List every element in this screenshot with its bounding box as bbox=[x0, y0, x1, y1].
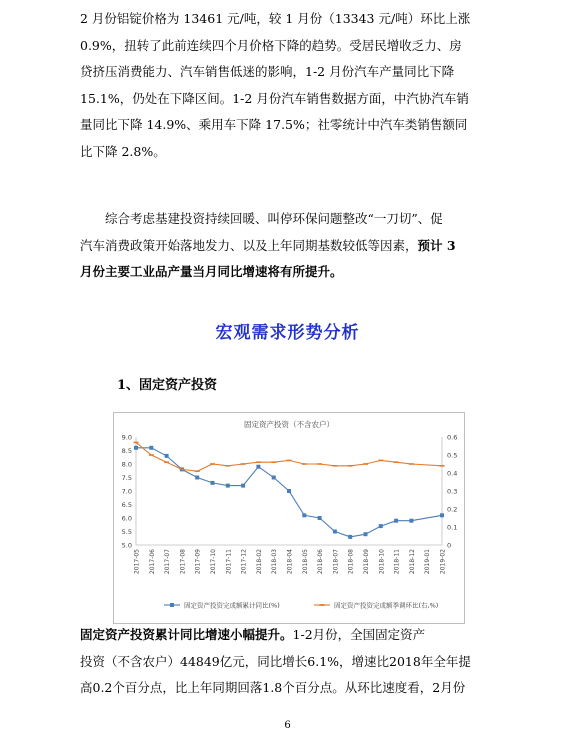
x-tick-label: 2017-10 bbox=[210, 549, 217, 575]
section-title: 宏观需求形势分析 bbox=[215, 323, 360, 343]
data-point bbox=[241, 484, 245, 488]
x-tick-label: 2018-10 bbox=[378, 549, 386, 575]
data-point bbox=[364, 532, 368, 536]
x-tick-label: 2019-01 bbox=[424, 549, 432, 575]
data-point bbox=[333, 530, 337, 534]
data-point bbox=[348, 535, 352, 539]
x-tick-label: 2017-08 bbox=[179, 549, 187, 575]
text-line-bold: 月份主要工业品产量当月同比增速将有所提升。 bbox=[80, 264, 343, 279]
paragraph-investment bbox=[80, 622, 500, 702]
x-tick-label: 2018-09 bbox=[363, 549, 370, 575]
text-line: 2 月份铝锭价格为 13461 元/吨，较 1 月份（13343 元/吨）环比上涨 bbox=[80, 11, 471, 26]
legend-label-1: 固定资产投资完成额季调环比(右,%) bbox=[334, 601, 439, 610]
x-tick-label: 2017-07 bbox=[164, 549, 172, 575]
data-point bbox=[165, 454, 169, 458]
text-line: 15.1%，仍处在下降区间。1-2 月份汽车销售数据方面，中汽协汽车销 bbox=[80, 90, 469, 106]
y-tick-label-right: 0.6 bbox=[447, 433, 458, 442]
paragraph-aluminum-auto bbox=[80, 6, 500, 165]
sub-title: 1、固定资产投资 bbox=[117, 378, 218, 393]
y-tick-label-left: 5.5 bbox=[121, 528, 132, 536]
data-point bbox=[149, 446, 153, 450]
data-point bbox=[409, 519, 413, 523]
text-normal: 汽车消费政策开始落地发力、以及上年同期基数较低等因素， bbox=[80, 237, 418, 253]
data-point bbox=[302, 513, 306, 517]
text-line: 贷挤压消费能力、汽车销售低迷的影响，1-2 月份汽车产量同比下降 bbox=[80, 64, 455, 79]
x-tick-label: 2019-02 bbox=[439, 549, 447, 575]
x-tick-label: 2017-09 bbox=[194, 549, 202, 575]
x-tick-label: 2018-12 bbox=[408, 549, 416, 575]
x-tick-label: 2018-11 bbox=[393, 549, 401, 575]
y-tick-label-right: 0.5 bbox=[447, 451, 458, 460]
y-tick-label-left: 5.0 bbox=[121, 541, 132, 550]
chart-fixed-asset-investment bbox=[113, 412, 465, 624]
data-point bbox=[318, 516, 322, 520]
text-line: 0.9%，扭转了此前连续四个月价格下降的趋势。受居民增收乏力、房 bbox=[80, 37, 462, 53]
y-tick-label-left: 8.5 bbox=[121, 447, 132, 455]
page-number: 6 bbox=[284, 720, 291, 731]
x-tick-label: 2018-05 bbox=[301, 549, 309, 575]
text-line: 量同比下降 14.9%、乘用车下降 17.5%；社零统计中汽车类销售额同 bbox=[80, 117, 468, 132]
text-normal: 1-2月份，全国固定资产 bbox=[292, 627, 426, 642]
data-point bbox=[211, 481, 215, 485]
y-tick-label-right: 0.4 bbox=[447, 469, 458, 478]
x-tick-label: 2017-11 bbox=[225, 549, 233, 575]
x-tick-label: 2018-08 bbox=[347, 549, 355, 575]
data-point bbox=[226, 484, 230, 488]
x-tick-label: 2018-07 bbox=[332, 549, 340, 575]
x-tick-label: 2018-03 bbox=[271, 549, 279, 575]
text-line: 高0.2个百分点，比上年同期回落1.8个百分点。从环比速度看，2月份 bbox=[80, 680, 466, 695]
y-tick-label-left: 7.5 bbox=[121, 474, 132, 482]
y-tick-label-left: 9.0 bbox=[121, 433, 132, 442]
text-line: 投资（不含农户）44849亿元，同比增长6.1%，增速比2018年全年提 bbox=[80, 653, 471, 669]
text-line bbox=[80, 233, 500, 260]
data-point bbox=[440, 513, 444, 517]
legend-marker-0 bbox=[170, 603, 174, 607]
text-line bbox=[80, 622, 500, 649]
y-tick-label-left: 6.5 bbox=[121, 501, 132, 509]
y-tick-label-left: 6.0 bbox=[121, 514, 132, 523]
x-tick-label: 2018-06 bbox=[317, 549, 325, 575]
paragraph-forecast bbox=[80, 206, 500, 286]
data-point bbox=[256, 465, 260, 469]
y-tick-label-right: 0.3 bbox=[447, 487, 458, 496]
y-tick-label-right: 0 bbox=[447, 541, 452, 550]
y-tick-label-right: 0.1 bbox=[447, 523, 458, 532]
data-point bbox=[272, 476, 276, 480]
x-tick-label: 2017-05 bbox=[133, 549, 141, 575]
x-tick-label: 2018-04 bbox=[286, 549, 294, 575]
y-tick-label-left: 7.0 bbox=[121, 487, 132, 496]
chart-svg bbox=[114, 413, 464, 623]
legend-label-0: 固定资产投资完成额累计同比(%) bbox=[184, 601, 280, 610]
text-line: 比下降 2.8%。 bbox=[80, 143, 166, 159]
data-point bbox=[379, 524, 383, 528]
series-line-1 bbox=[136, 442, 442, 471]
data-point bbox=[394, 519, 398, 523]
text-bold: 预计 3 bbox=[417, 237, 456, 253]
y-tick-label-right: 0.2 bbox=[447, 505, 458, 514]
data-point bbox=[134, 446, 138, 450]
text-bold: 固定资产投资累计同比增速小幅提升。 bbox=[80, 627, 293, 642]
x-tick-label: 2018-02 bbox=[255, 549, 263, 575]
text-line: 综合考虑基建投资持续回暖、叫停环保问题整改“一刀切”、促 bbox=[105, 211, 443, 226]
y-tick-label-left: 8.0 bbox=[121, 460, 132, 469]
data-point bbox=[287, 489, 291, 493]
x-tick-label: 2017-12 bbox=[240, 549, 248, 575]
chart-title: 固定资产投资（不含农户） bbox=[244, 420, 334, 429]
x-tick-label: 2017-06 bbox=[148, 549, 156, 575]
data-point bbox=[195, 476, 199, 480]
